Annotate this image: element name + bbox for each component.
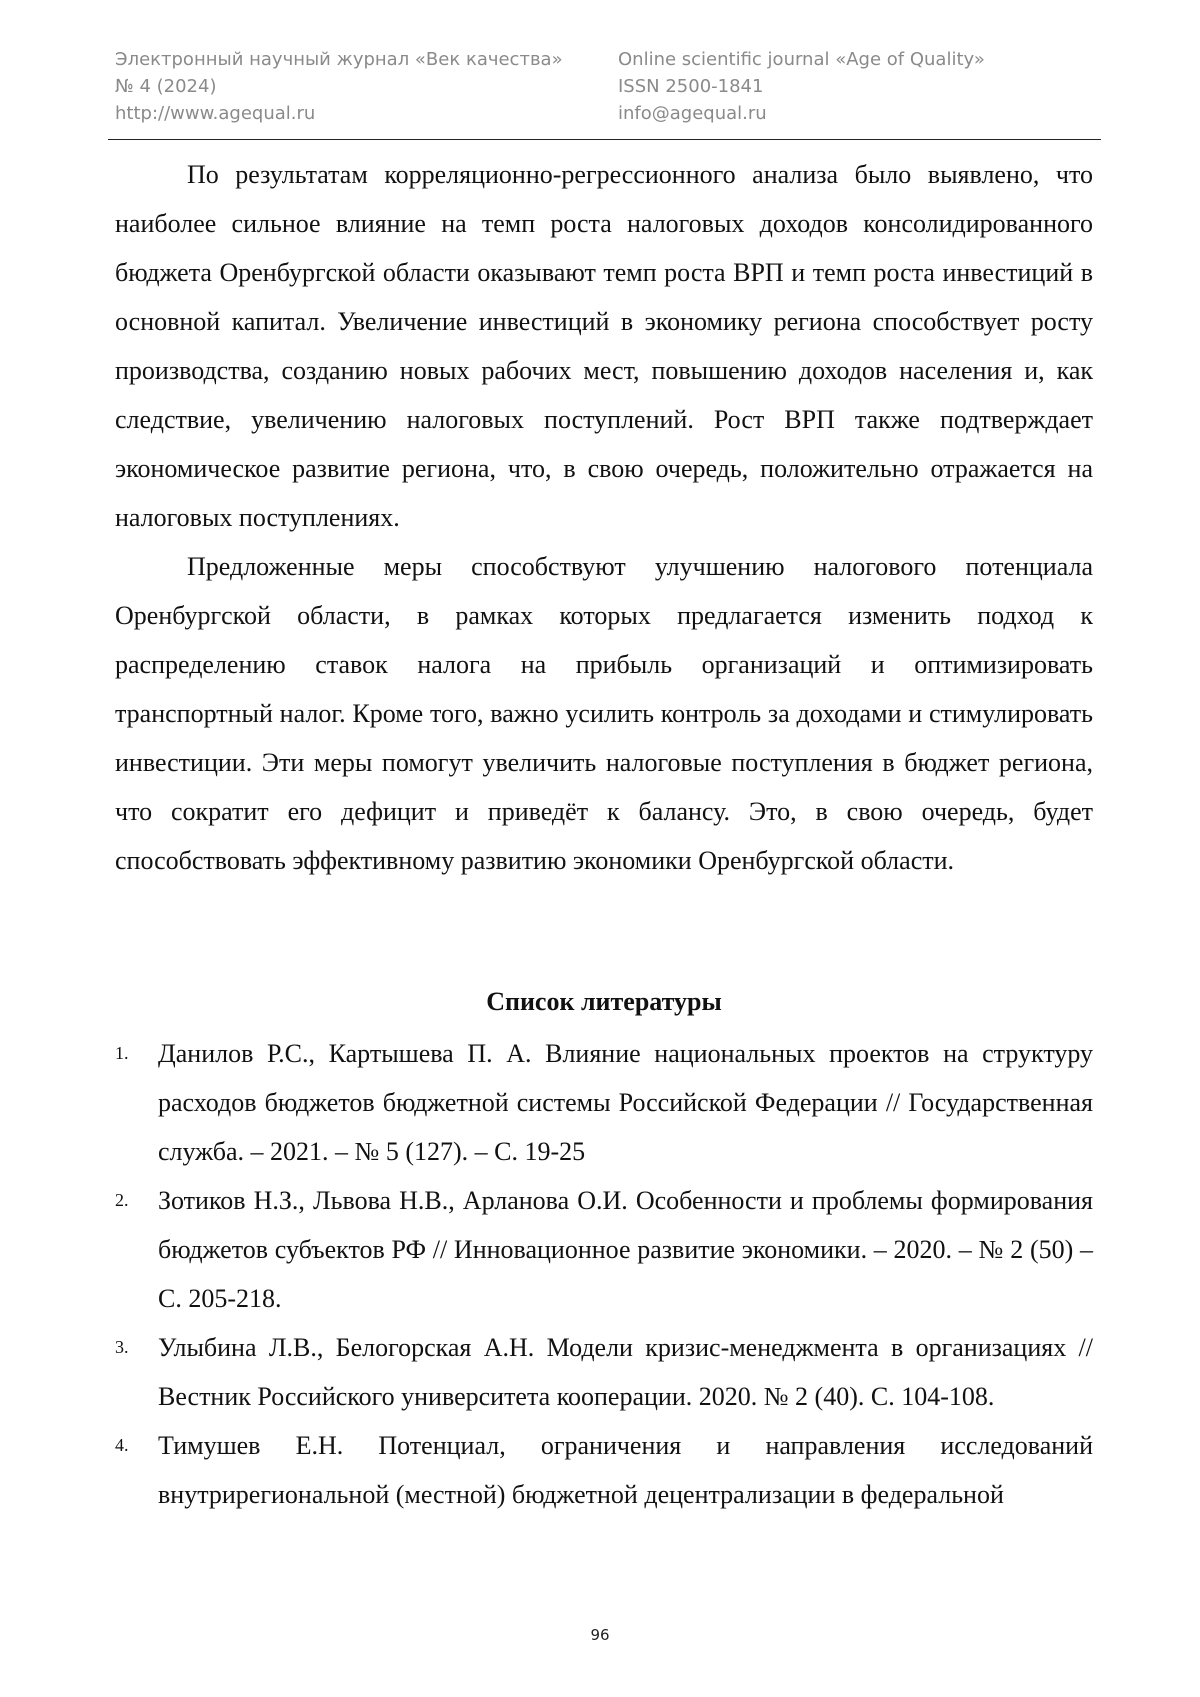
issn: ISSN 2500-1841 [618,76,764,97]
journal-url[interactable]: http://www.agequal.ru [115,103,316,124]
journal-title-en: Online scientific journal «Age of Quality» [618,49,985,70]
journal-header [115,46,1105,136]
reference-number: 2. [115,1190,129,1210]
reference-number: 1. [115,1043,129,1063]
page-number: 96 [590,1626,610,1644]
references-heading: Список литературы [486,987,722,1016]
references-list [115,1029,1093,1519]
reference-item [115,1421,1093,1519]
header-divider [108,139,1101,140]
reference-text: Улыбина Л.В., Белогорская А.Н. Модели кризис-менеджмента в организациях // Вестник Российского университета кооперации. 2020. № 2 (40). С. 104-108. [158,1333,1093,1411]
reference-number: 4. [115,1435,129,1455]
body-paragraph: Предложенные меры способствуют улучшению налогового потенциала Оренбургской области, в рамках которых предлагается изменить подход к распределению ставок налога на прибыль организаций и оптимизировать транспортный налог. Кроме того, важно усилить контроль за доходами и стимулировать инвестиции. Эти меры помогут увеличить налоговые поступления в бюджет региона, что сократит его дефицит и приведёт к балансу. Это, в свою очередь, будет способствовать эффективному развитию экономики Оренбургской области. [115,552,1093,875]
issue-number: № 4 (2024) [115,76,217,97]
reference-item [115,1176,1093,1323]
header-right-column [618,46,985,127]
journal-title-ru: Электронный научный журнал «Век качества» [115,49,563,70]
article-body [115,150,1093,885]
body-paragraph: По результатам корреляционно-регрессионного анализа было выявлено, что наиболее сильное влияние на темп роста налоговых доходов консолидированного бюджета Оренбургской области оказывают темп роста ВРП и темп роста инвестиций в основной капитал. Увеличение инвестиций в экономику региона способствует росту производства, созданию новых рабочих мест, повышению доходов населения и, как следствие, увеличению налоговых поступлений. Рост ВРП также подтверждает экономическое развитие региона, что, в свою очередь, положительно отражается на налоговых поступлениях. [115,160,1093,532]
reference-item [115,1029,1093,1176]
reference-text: Зотиков Н.З., Львова Н.В., Арланова О.И. Особенности и проблемы формирования бюджетов субъектов РФ // Инновационное развитие экономики. – 2020. – № 2 (50) – С. 205-218. [158,1186,1093,1313]
journal-email[interactable]: info@agequal.ru [618,103,767,124]
reference-number: 3. [115,1337,129,1357]
reference-text: Данилов Р.С., Картышева П. А. Влияние национальных проектов на структуру расходов бюджетов бюджетной системы Российской Федерации // Государственная служба. – 2021. – № 5 (127). – С. 19-25 [158,1039,1093,1166]
header-left-column [115,46,563,127]
reference-item [115,1323,1093,1421]
reference-text: Тимушев Е.Н. Потенциал, ограничения и направления исследований внутрирегиональной (местной) бюджетной децентрализации в федеральной [158,1431,1093,1509]
